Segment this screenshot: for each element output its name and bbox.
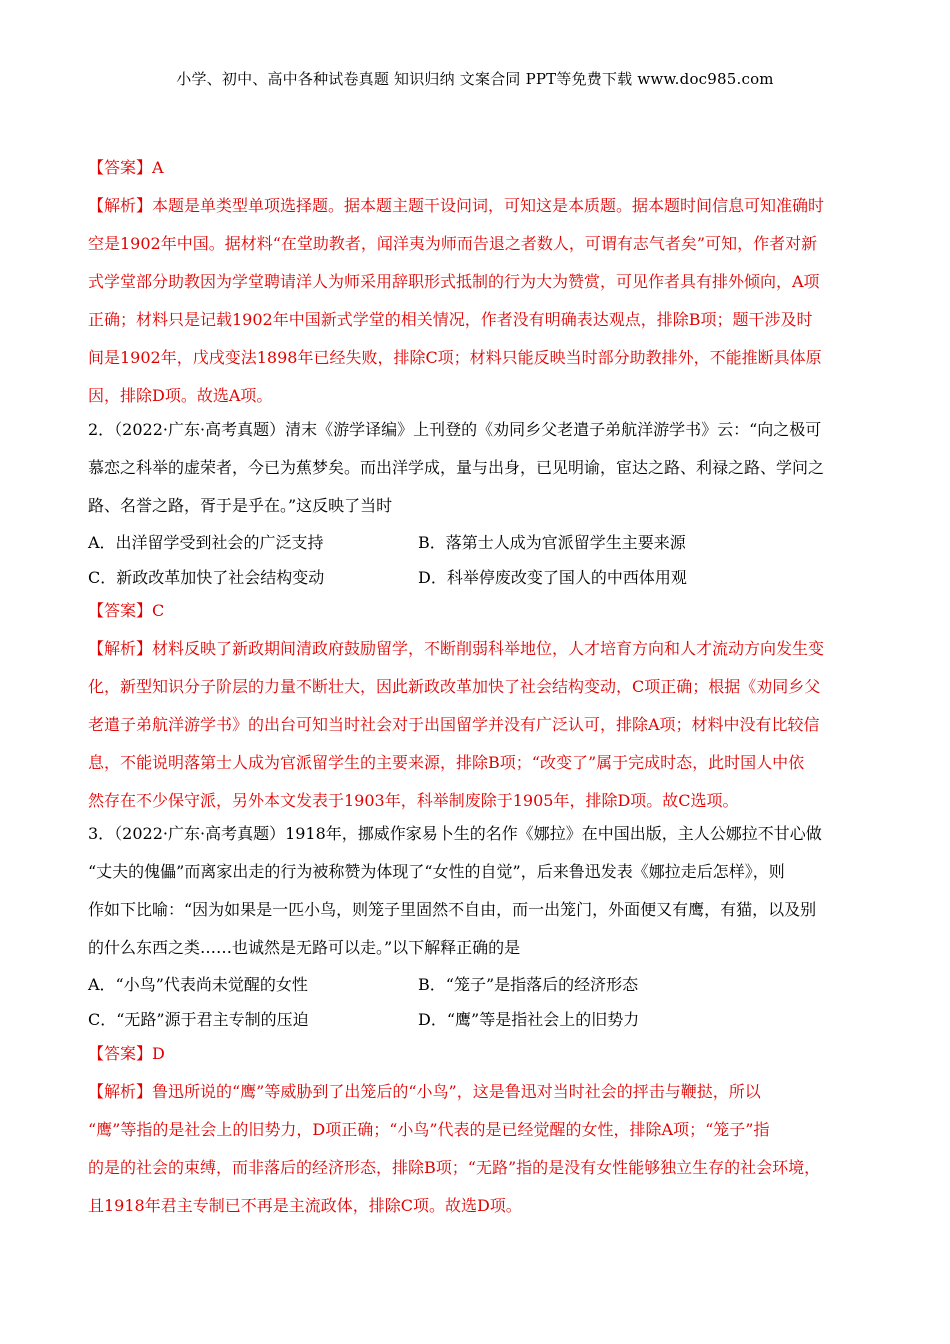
q1-answer-section: [88, 149, 866, 415]
option-c: C．新政改革加快了社会结构变动: [88, 568, 325, 587]
q2-analysis: [88, 630, 866, 820]
question-3: [88, 815, 866, 1037]
q1-answer: 【答案】A: [88, 158, 164, 177]
option-b: B．“笼子”是指落后的经济形态: [418, 975, 639, 994]
option-d: D．科举停废改变了国人的中西体用观: [418, 568, 687, 587]
q3-answer: 【答案】D: [88, 1044, 165, 1063]
analysis-line: 老遣子弟航洋游学书》的出台可知当时社会对于出国留学并没有广泛认可，排除A项；材料中没有比较信: [88, 715, 820, 734]
analysis-line: 空是1902年中国。据材料“在堂助教者，闻洋夷为师而告退之者数人，可谓有志气者矣”可知，作者对新: [88, 234, 818, 253]
analysis-line: 【解析】鲁迅所说的“鹰”等威胁到了出笼后的“小鸟”，这是鲁迅对当时社会的抨击与鞭挞，所以: [88, 1082, 761, 1101]
question-stem-line: “丈夫的傀儡”而离家出走的行为被称赞为体现了“女性的自觉”，后来鲁迅发表《娜拉走后怎样》，则: [88, 862, 785, 881]
analysis-line: 间是1902年，戊戌变法1898年已经失败，排除C项；材料只能反映当时部分助教排外，不能推断具体原: [88, 348, 822, 367]
analysis-line: 式学堂部分助教因为学堂聘请洋人为师采用辞职形式抵制的行为大为赞赏，可见作者具有排外倾向，A项: [88, 272, 820, 291]
question-stem-line: 作如下比喻：“因为如果是一匹小鸟，则笼子里固然不自由，而一出笼门，外面便又有鹰，有猫，以及别: [88, 900, 817, 919]
analysis-line: 息，不能说明落第士人成为官派留学生的主要来源，排除B项；“改变了”属于完成时态，此时国人中依: [88, 753, 805, 772]
option-d: D．“鹰”等是指社会上的旧势力: [418, 1010, 640, 1029]
question-stem-line: 3．（2022·广东·高考真题）1918年，挪威作家易卜生的名作《娜拉》在中国出版，主人公娜拉不甘心做: [88, 824, 822, 843]
analysis-line: 因，排除D项。故选A项。: [88, 386, 273, 405]
option-a: A．出洋留学受到社会的广泛支持: [88, 533, 324, 552]
q3-answer-section: [88, 1035, 866, 1225]
q2-answer: 【答案】C: [88, 601, 165, 620]
option-b: B．落第士人成为官派留学生主要来源: [418, 533, 686, 552]
analysis-line: 【解析】本题是单类型单项选择题。据本题主题干设问词，可知这是本质题。据本题时间信息可知准确时: [88, 196, 825, 215]
question-stem-line: 慕恋之科举的虚荣者，今已为蕉梦矣。而出洋学成，量与出身，已见明谕，宦达之路、利禄之路、学问之: [88, 458, 825, 477]
question-stem-line: 路、名誉之路，胥于是乎在。”这反映了当时: [88, 496, 393, 515]
options-row: [88, 967, 866, 1002]
analysis-line: 的是的社会的束缚，而非落后的经济形态，排除B项；“无路”指的是没有女性能够独立生存的社会环境，: [88, 1158, 821, 1177]
options-row: [88, 560, 866, 595]
option-c: C．“无路”源于君主专制的压迫: [88, 1010, 309, 1029]
analysis-line: “鹰”等指的是社会上的旧势力，D项正确；“小鸟”代表的是已经觉醒的女性，排除A项；“笼子”指: [88, 1120, 770, 1139]
question-stem-line: 2．（2022·广东·高考真题）清末《游学译编》上刊登的《劝同乡父老遣子弟航洋游学书》云：“向之极可: [88, 420, 822, 439]
options-row: [88, 1002, 866, 1037]
option-a: A．“小鸟”代表尚未觉醒的女性: [88, 975, 308, 994]
analysis-line: 且1918年君主专制已不再是主流政体，排除C项。故选D项。: [88, 1196, 522, 1215]
question-2: [88, 411, 866, 595]
page-header: 小学、初中、高中各种试卷真题 知识归纳 文案合同 PPT等免费下载 www.doc985.com: [176, 70, 774, 88]
analysis-line: 【解析】材料反映了新政期间清政府鼓励留学，不断削弱科举地位，人才培育方向和人才流动方向发生变: [88, 639, 825, 658]
analysis-line: 然存在不少保守派，另外本文发表于1903年，科举制废除于1905年，排除D项。故C选项。: [88, 791, 739, 810]
q2-answer-section: [88, 592, 866, 820]
analysis-line: 正确；材料只是记载1902年中国新式学堂的相关情况，作者没有明确表达观点，排除B项；题干涉及时: [88, 310, 813, 329]
question-stem-line: 的什么东西之类……也诚然是无路可以走。”以下解释正确的是: [88, 938, 521, 957]
q3-analysis: [88, 1073, 866, 1225]
options-row: [88, 525, 866, 560]
q1-analysis: [88, 187, 866, 415]
analysis-line: 化，新型知识分子阶层的力量不断壮大，因此新政改革加快了社会结构变动，C项正确；根据《劝同乡父: [88, 677, 821, 696]
